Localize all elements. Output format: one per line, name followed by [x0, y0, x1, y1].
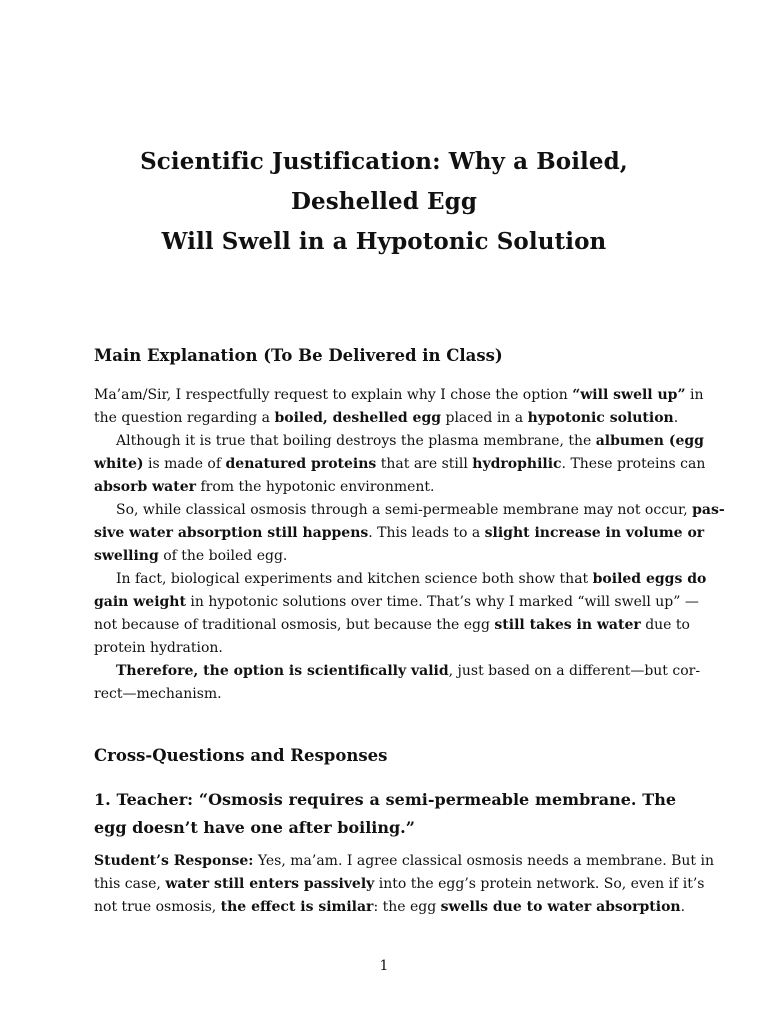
- section-heading-cross-questions: Cross-Questions and Responses: [94, 746, 388, 765]
- question-1-line-1: 1. Teacher: “Osmosis requires a semi-permeable membrane. The: [94, 790, 676, 809]
- section-heading-main-explanation: Main Explanation (To Be Delivered in Class): [94, 346, 503, 365]
- paragraph-5: Therefore, the option is scientifically valid, just based on a different—but cor- rect—mechanism.: [94, 663, 701, 702]
- paragraph-1: Ma’am/Sir, I respectfully request to explain why I chose the option “will swell up” in the question regarding a boiled, deshelled egg placed in a hypotonic solution.: [94, 387, 704, 426]
- paragraph-2: Although it is true that boiling destroys the plasma membrane, the albumen (egg white) is made of denatured proteins that are still hydrophilic. These proteins can absorb water from the hypotonic environment.: [94, 433, 706, 495]
- title-line-1: Scientific Justification: Why a Boiled,: [140, 148, 628, 175]
- response-1: Student’s Response: Yes, ma’am. I agree classical osmosis needs a membrane. But in this case, water still enters passively into the egg’s protein network. So, even if it’s not true osmosis, the effect is similar: the egg swells due to water absorption.: [94, 853, 714, 915]
- title-line-2: Deshelled Egg: [290, 188, 478, 215]
- question-1: [94, 786, 676, 842]
- page-number: 1: [379, 958, 389, 974]
- paragraph-3: So, while classical osmosis through a semi-permeable membrane may not occur, pas- sive water absorption still happens. This leads to a slight increase in volume or swelling of the boiled egg.: [94, 502, 725, 564]
- title-line-3: Will Swell in a Hypotonic Solution: [161, 228, 607, 255]
- document-title: [60, 142, 708, 262]
- question-1-line-2: egg doesn’t have one after boiling.”: [94, 818, 415, 837]
- paragraph-4: In fact, biological experiments and kitchen science both show that boiled eggs do gain weight in hypotonic solutions over time. That’s why I marked “will swell up” — not because of traditional osmosis, but because the egg still takes in water due to protein hydration.: [94, 571, 707, 656]
